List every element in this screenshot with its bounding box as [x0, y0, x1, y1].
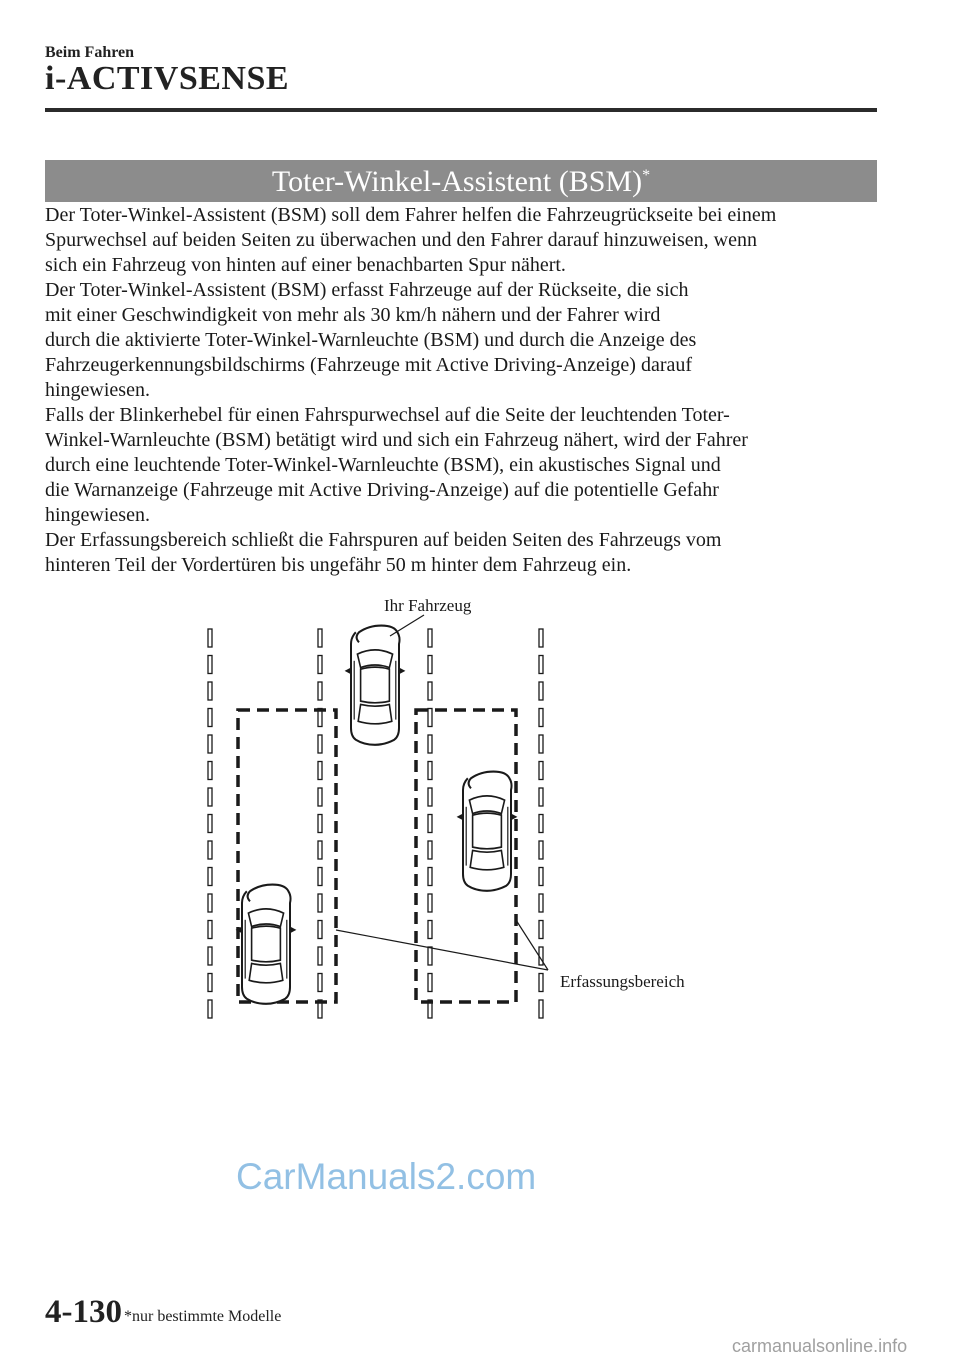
body-line: Fahrzeugerkennungsbildschirms (Fahrzeuge mit Active Driving-Anzeige) darauf [45, 354, 693, 376]
left-lane-car-icon [236, 885, 297, 1004]
lane-marker [318, 841, 322, 859]
lane-marker [208, 815, 212, 833]
lane-marker [208, 1000, 212, 1018]
section-label: Beim Fahren [45, 44, 135, 61]
lane-marker [539, 974, 543, 992]
chapter-title: i-ACTIVSENSE [45, 60, 290, 97]
site-stamp: carmanualsonline.info [732, 1336, 908, 1356]
lane-marker [539, 656, 543, 674]
lane-marker [318, 815, 322, 833]
lane-marker [208, 788, 212, 806]
lane-marker [318, 894, 322, 912]
lane-marker [208, 656, 212, 674]
body-line: die Warnanzeige (Fahrzeuge mit Active Driving-Anzeige) auf die potentielle Gefahr [45, 479, 719, 501]
lane-marker [428, 735, 432, 753]
lane-marker [318, 868, 322, 886]
lane-marker [318, 656, 322, 674]
lane-marker [428, 656, 432, 674]
body-line: mit einer Geschwindigkeit von mehr als 30 km/h nähern und der Fahrer wird [45, 304, 661, 326]
lane-marker [428, 762, 432, 780]
lane-marker [428, 974, 432, 992]
lane-marker [208, 762, 212, 780]
lane-marker [539, 788, 543, 806]
body-line: Spurwechsel auf beiden Seiten zu überwachen und den Fahrer darauf hinzuweisen, wenn [45, 229, 757, 251]
lane-marker [318, 762, 322, 780]
lane-marker [428, 815, 432, 833]
lane-marker [208, 841, 212, 859]
bsm-diagram-drawing [0, 590, 960, 1030]
lane-marker [539, 762, 543, 780]
lane-marking-left [208, 629, 212, 1018]
lane-marker [428, 682, 432, 700]
lane-marker [428, 921, 432, 939]
lane-marker [539, 815, 543, 833]
body-line: hingewiesen. [45, 379, 150, 401]
footnote: *nur bestimmte Modelle [124, 1308, 282, 1325]
lane-marker [318, 947, 322, 965]
lane-marker [208, 629, 212, 647]
right-lane-car-icon [457, 772, 518, 891]
lane-marking-center-right [428, 629, 432, 1018]
lane-marker [208, 682, 212, 700]
lane-marker [318, 629, 322, 647]
lane-marker [539, 629, 543, 647]
own-vehicle-leader-line [390, 615, 424, 636]
lane-marker [539, 841, 543, 859]
lane-marker [208, 921, 212, 939]
body-line: sich ein Fahrzeug von hinten auf einer benachbarten Spur nähert. [45, 254, 566, 276]
body-line: durch die aktivierte Toter-Winkel-Warnleuchte (BSM) und durch die Anzeige des [45, 329, 697, 351]
section-title-bar [45, 160, 877, 202]
section-title: Toter-Winkel-Assistent (BSM) [271, 165, 643, 198]
lane-marker [539, 709, 543, 727]
page-number: 4-130 [45, 1294, 122, 1330]
body-line: hinteren Teil der Vordertüren bis ungefähr 50 m hinter dem Fahrzeug ein. [45, 554, 632, 576]
lane-marker [428, 894, 432, 912]
body-line: hingewiesen. [45, 504, 150, 526]
lane-marker [428, 947, 432, 965]
lane-marker [318, 921, 322, 939]
lane-marker [428, 788, 432, 806]
lane-marker [318, 682, 322, 700]
lane-marker [208, 947, 212, 965]
body-line: durch eine leuchtende Toter-Winkel-Warnleuchte (BSM), ein akustisches Signal und [45, 454, 721, 476]
lane-marker [208, 868, 212, 886]
body-line: Der Toter-Winkel-Assistent (BSM) erfasst Fahrzeuge auf der Rückseite, die sich [45, 279, 689, 301]
lane-marker [539, 735, 543, 753]
lane-marker [208, 974, 212, 992]
lane-marker [539, 1000, 543, 1018]
lane-marker [539, 682, 543, 700]
own-vehicle-label: Ihr Fahrzeug [384, 596, 472, 615]
lane-marker [428, 841, 432, 859]
body-line: Der Erfassungsbereich schließt die Fahrspuren auf beiden Seiten des Fahrzeugs vom [45, 529, 722, 551]
lane-marker [539, 894, 543, 912]
lane-marker [428, 629, 432, 647]
own-vehicle-car-icon [345, 626, 406, 745]
lane-marker [318, 735, 322, 753]
lane-marker [539, 868, 543, 886]
lane-marker [208, 735, 212, 753]
body-line: Falls der Blinkerhebel für einen Fahrspurwechsel auf die Seite der leuchtenden Toter- [45, 404, 730, 426]
lane-marker [539, 921, 543, 939]
lane-marker [318, 974, 322, 992]
header-divider [45, 108, 877, 112]
lane-marker [428, 868, 432, 886]
body-line: Der Toter-Winkel-Assistent (BSM) soll dem Fahrer helfen die Fahrzeugrückseite bei einem [45, 204, 777, 226]
lane-marker [208, 894, 212, 912]
detection-area-label: Erfassungsbereich [560, 972, 685, 991]
body-text [45, 203, 885, 578]
bsm-diagram [0, 590, 960, 1030]
optional-equipment-marker: * [642, 167, 651, 184]
lane-marking-center-left [318, 629, 322, 1018]
lane-marker [318, 788, 322, 806]
watermark-logo: CarManuals2.com [236, 1156, 537, 1197]
lane-marker [428, 709, 432, 727]
body-line: Winkel-Warnleuchte (BSM) betätigt wird und sich ein Fahrzeug nähert, wird der Fahrer [45, 429, 748, 451]
lane-marker [208, 709, 212, 727]
